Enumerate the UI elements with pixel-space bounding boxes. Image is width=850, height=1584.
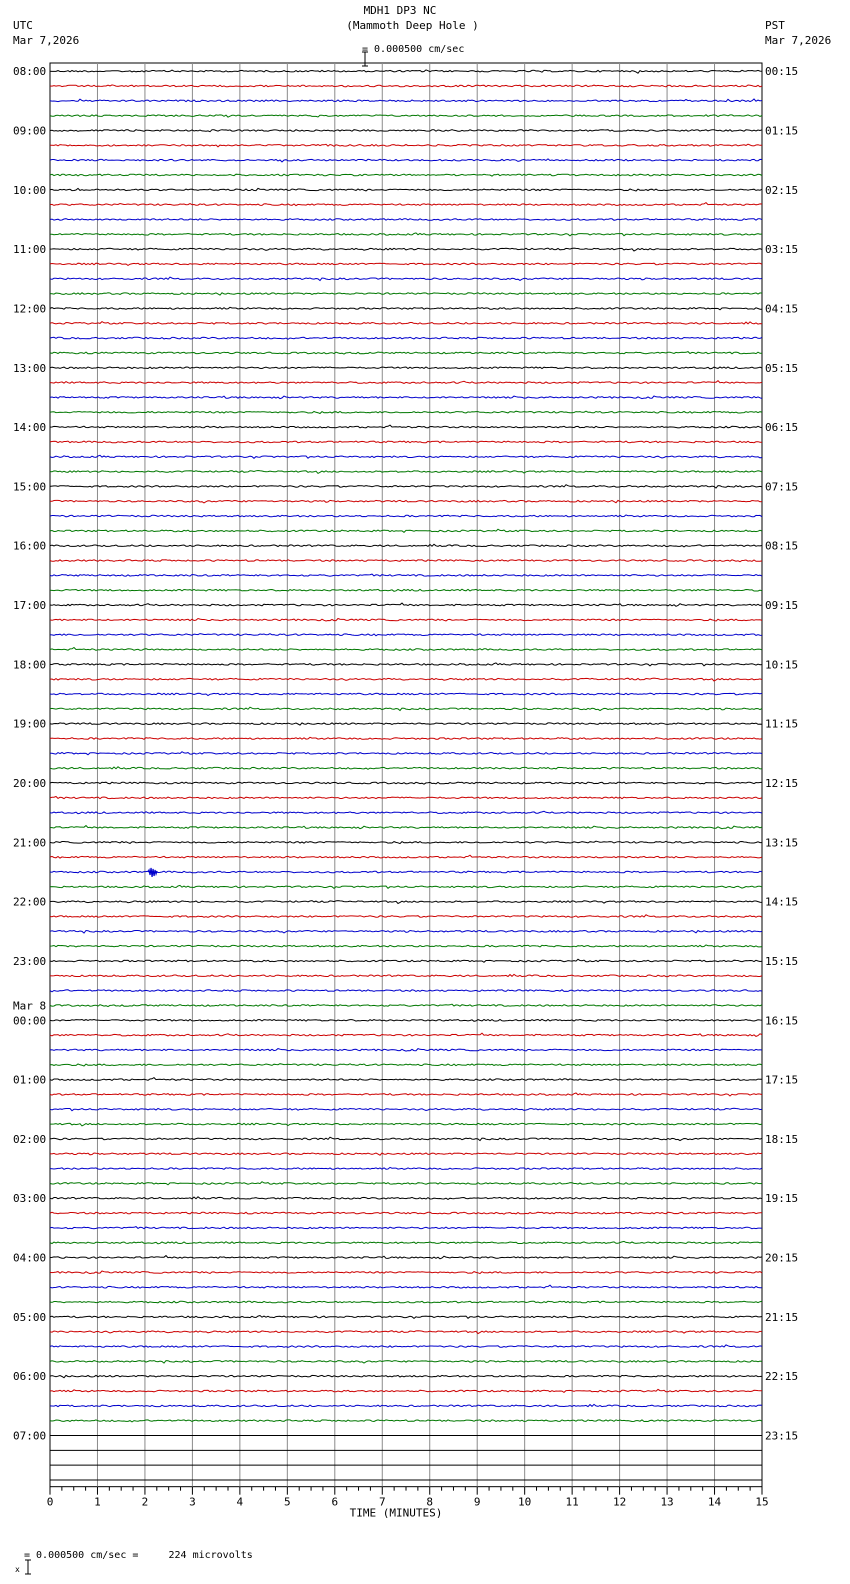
trace-row bbox=[50, 826, 762, 829]
trace-row bbox=[50, 396, 762, 399]
trace-row bbox=[50, 885, 762, 888]
footer-scale-icon bbox=[2, 1546, 21, 1574]
trace-row bbox=[50, 99, 762, 102]
pst-hour-label: 02:15 bbox=[765, 183, 799, 197]
trace-row bbox=[50, 767, 762, 770]
left-date: Mar 7,2026 bbox=[13, 34, 80, 47]
trace-row bbox=[50, 931, 762, 934]
trace-row bbox=[50, 974, 762, 976]
trace-row bbox=[50, 663, 762, 666]
x-tick-label: 14 bbox=[707, 1495, 722, 1509]
trace-row bbox=[50, 990, 762, 992]
trace-row bbox=[50, 85, 762, 87]
trace-row bbox=[50, 411, 762, 413]
utc-hour-label: 14:00 bbox=[13, 421, 47, 435]
utc-hour-label: 13:00 bbox=[13, 361, 47, 375]
pst-hour-label: 17:15 bbox=[765, 1073, 799, 1087]
utc-hour-label: 11:00 bbox=[13, 243, 47, 257]
pst-hour-label: 16:15 bbox=[765, 1014, 799, 1028]
x-tick-label: 3 bbox=[189, 1495, 196, 1509]
trace-row bbox=[50, 723, 762, 725]
trace-row bbox=[50, 782, 762, 784]
trace-row bbox=[50, 1093, 762, 1096]
trace-row bbox=[50, 1301, 762, 1303]
pst-hour-label: 21:15 bbox=[765, 1310, 799, 1324]
trace-row bbox=[50, 144, 762, 147]
pst-hour-label: 23:15 bbox=[765, 1429, 799, 1443]
x-tick-label: 8 bbox=[426, 1495, 434, 1509]
trace-row bbox=[50, 130, 762, 132]
utc-hour-label: 17:00 bbox=[13, 599, 47, 613]
trace-row bbox=[50, 619, 762, 622]
utc-hour-label: 12:00 bbox=[13, 302, 47, 316]
x-tick-label: 0 bbox=[46, 1495, 54, 1509]
utc-hour-label: 02:00 bbox=[13, 1132, 47, 1146]
event-spike bbox=[148, 868, 157, 877]
station-name: (Mammoth Deep Hole ) bbox=[346, 19, 479, 32]
trace-row bbox=[50, 293, 762, 295]
trace-row bbox=[50, 471, 762, 474]
trace-row bbox=[50, 915, 762, 918]
utc-hour-label: 23:00 bbox=[13, 954, 47, 968]
trace-row bbox=[50, 1004, 762, 1006]
trace-row bbox=[50, 1167, 762, 1169]
trace-row bbox=[50, 1389, 762, 1392]
trace-row bbox=[50, 381, 762, 384]
footer-scale-note: = 0.000500 cm/sec = 224 microvolts bbox=[24, 1550, 253, 1561]
trace-row bbox=[50, 1137, 762, 1140]
trace-row bbox=[50, 188, 762, 191]
trace-row bbox=[50, 70, 762, 73]
trace-row bbox=[50, 1345, 762, 1347]
right-timezone: PST bbox=[765, 19, 785, 32]
x-tick-label: 12 bbox=[612, 1495, 627, 1509]
trace-row bbox=[50, 425, 762, 428]
trace-row bbox=[50, 1064, 762, 1066]
trace-row bbox=[50, 203, 762, 206]
utc-hour-label: 06:00 bbox=[13, 1370, 47, 1384]
trace-row bbox=[50, 544, 762, 547]
x-tick-label: 7 bbox=[378, 1495, 386, 1509]
utc-hour-label: 20:00 bbox=[13, 776, 47, 790]
trace-row bbox=[50, 737, 762, 739]
trace-row bbox=[50, 841, 762, 843]
trace-row bbox=[50, 337, 762, 339]
utc-hour-label: 01:00 bbox=[13, 1073, 47, 1087]
trace-row bbox=[50, 1316, 762, 1319]
utc-hour-label: 05:00 bbox=[13, 1310, 47, 1324]
trace-row bbox=[50, 515, 762, 517]
trace-row bbox=[50, 1078, 762, 1081]
x-tick-label: 5 bbox=[284, 1495, 291, 1509]
trace-row bbox=[50, 1153, 762, 1155]
pst-hour-label: 15:15 bbox=[765, 954, 799, 968]
pst-hour-label: 20:15 bbox=[765, 1251, 799, 1265]
pst-hour-label: 09:15 bbox=[765, 599, 799, 613]
pst-hour-label: 01:15 bbox=[765, 124, 799, 138]
pst-hour-label: 07:15 bbox=[765, 480, 799, 494]
trace-row bbox=[50, 441, 762, 443]
trace-row bbox=[50, 263, 762, 265]
trace-row bbox=[50, 945, 762, 947]
pst-hour-label: 06:15 bbox=[765, 421, 799, 435]
trace-row bbox=[50, 1049, 762, 1052]
pst-hour-label: 03:15 bbox=[765, 243, 799, 257]
trace-row bbox=[50, 233, 762, 236]
pst-hour-label: 18:15 bbox=[765, 1132, 799, 1146]
utc-hour-label: 19:00 bbox=[13, 717, 47, 731]
x-tick-label: 1 bbox=[94, 1495, 101, 1509]
utc-hour-label: 00:00 bbox=[13, 1014, 47, 1028]
trace-row bbox=[50, 529, 762, 532]
trace-row bbox=[50, 485, 762, 488]
utc-hour-label: 07:00 bbox=[13, 1429, 47, 1443]
utc-hour-label: 15:00 bbox=[13, 480, 47, 494]
x-tick-label: 9 bbox=[473, 1495, 481, 1509]
trace-row bbox=[50, 589, 762, 591]
pst-hour-label: 05:15 bbox=[765, 361, 799, 375]
trace-row bbox=[50, 455, 762, 458]
trace-row bbox=[50, 1331, 762, 1334]
trace-row bbox=[50, 707, 762, 710]
trace-row bbox=[50, 1361, 762, 1364]
trace-row bbox=[50, 648, 762, 651]
trace-row bbox=[50, 1404, 762, 1406]
utc-hour-label: 09:00 bbox=[13, 124, 47, 138]
left-timezone: UTC bbox=[13, 19, 33, 32]
svg-text:x: x bbox=[15, 1565, 21, 1574]
x-tick-label: 6 bbox=[331, 1495, 339, 1509]
utc-hour-label: 04:00 bbox=[13, 1251, 47, 1265]
trace-row bbox=[50, 1019, 762, 1021]
scale-label: = 0.000500 cm/sec bbox=[362, 44, 465, 55]
pst-hour-label: 22:15 bbox=[765, 1370, 799, 1384]
pst-hour-label: 12:15 bbox=[765, 776, 799, 790]
trace-row bbox=[50, 752, 762, 755]
trace-row bbox=[50, 1227, 762, 1229]
trace-row bbox=[50, 352, 762, 355]
utc-hour-label: 03:00 bbox=[13, 1192, 47, 1206]
trace-row bbox=[50, 1285, 762, 1288]
trace-row bbox=[50, 1123, 762, 1126]
trace-row bbox=[50, 159, 762, 162]
pst-hour-label: 10:15 bbox=[765, 658, 799, 672]
trace-row bbox=[50, 1033, 762, 1036]
pst-hour-label: 00:15 bbox=[765, 65, 799, 79]
trace-row bbox=[50, 277, 762, 280]
x-tick-label: 2 bbox=[141, 1495, 149, 1509]
trace-row bbox=[50, 219, 762, 221]
utc-hour-label: 10:00 bbox=[13, 183, 47, 197]
trace-row bbox=[50, 1256, 762, 1259]
x-tick-label: 15 bbox=[755, 1495, 769, 1509]
trace-row bbox=[50, 248, 762, 251]
trace-row bbox=[50, 855, 762, 858]
trace-row bbox=[50, 678, 762, 681]
x-tick-label: 10 bbox=[518, 1495, 532, 1509]
trace-row bbox=[50, 959, 762, 962]
pst-hour-label: 13:15 bbox=[765, 836, 799, 850]
pst-hour-label: 04:15 bbox=[765, 302, 799, 316]
pst-hour-label: 11:15 bbox=[765, 717, 799, 731]
x-tick-label: 4 bbox=[236, 1495, 244, 1509]
trace-row bbox=[50, 1182, 762, 1185]
trace-row bbox=[50, 603, 762, 606]
x-tick-label: 13 bbox=[660, 1495, 674, 1509]
pst-hour-label: 14:15 bbox=[765, 895, 799, 909]
x-axis-label: TIME (MINUTES) bbox=[349, 1506, 443, 1520]
trace-row bbox=[50, 367, 762, 369]
trace-row bbox=[50, 1241, 762, 1243]
trace-row bbox=[50, 1108, 762, 1111]
x-tick-label: 11 bbox=[565, 1495, 579, 1509]
trace-row bbox=[50, 1420, 762, 1422]
trace-row bbox=[50, 1197, 762, 1200]
right-date: Mar 7,2026 bbox=[765, 34, 832, 47]
trace-row bbox=[50, 901, 762, 904]
trace-row bbox=[50, 500, 762, 503]
trace-row bbox=[50, 634, 762, 636]
utc-hour-label: 18:00 bbox=[13, 658, 47, 672]
trace-row bbox=[50, 1271, 762, 1274]
utc-hour-label: 21:00 bbox=[13, 836, 47, 850]
trace-row bbox=[50, 811, 762, 813]
utc-hour-label: 22:00 bbox=[13, 895, 47, 909]
pst-hour-label: 19:15 bbox=[765, 1192, 799, 1206]
trace-row bbox=[50, 307, 762, 310]
trace-row bbox=[50, 1375, 762, 1377]
date-change-label: Mar 8 bbox=[13, 999, 47, 1013]
utc-hour-label: 16:00 bbox=[13, 539, 47, 553]
trace-row bbox=[50, 115, 762, 117]
pst-hour-label: 08:15 bbox=[765, 539, 799, 553]
station-line: MDH1 DP3 NC bbox=[363, 4, 437, 17]
trace-row bbox=[50, 574, 762, 576]
trace-row bbox=[50, 322, 762, 325]
trace-row bbox=[50, 1212, 762, 1214]
utc-hour-label: 08:00 bbox=[13, 65, 47, 79]
trace-row bbox=[50, 560, 762, 562]
trace-row bbox=[50, 797, 762, 799]
trace-row bbox=[50, 174, 762, 176]
trace-row bbox=[50, 693, 762, 695]
